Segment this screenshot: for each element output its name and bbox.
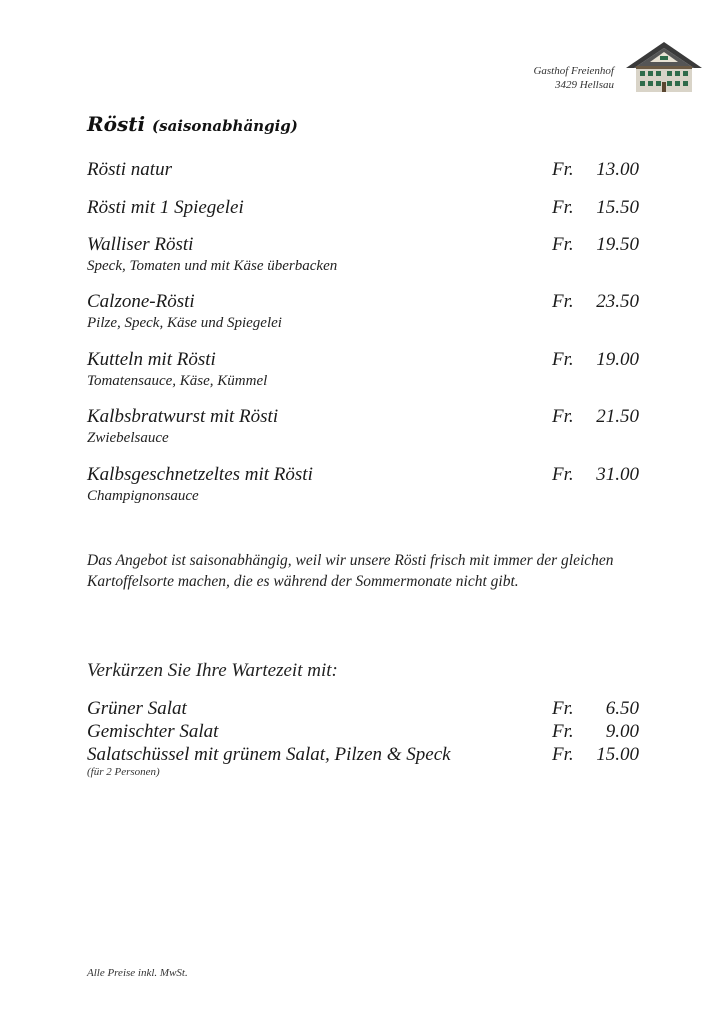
item-price: 15.00 [596,744,639,765]
currency-label: Fr. [552,698,574,719]
currency-label: Fr. [552,234,574,255]
item-description: Champignonsauce [87,488,199,504]
item-description: Speck, Tomaten und mit Käse überbacken [87,258,338,274]
item-description: Zwiebelsauce [87,430,169,446]
menu-item [87,406,639,448]
currency-label: Fr. [552,291,574,312]
item-price: 19.50 [596,234,639,255]
section-title-text: Rösti [87,112,146,136]
currency-label: Fr. [552,159,574,180]
farmhouse-icon [624,40,704,94]
restaurant-name: Gasthof Freienhof [533,65,614,77]
menu-item [87,291,639,333]
section-subtitle: (saisonabhängig) [152,117,298,135]
section-title [87,112,298,136]
item-name: Salatschüssel mit grünem Salat, Pilzen & Speck [87,744,451,765]
item-price: 15.50 [596,197,639,218]
item-name: Kalbsgeschnetzeltes mit Rösti [87,464,313,485]
item-price: 19.00 [596,349,639,370]
currency-label: Fr. [552,744,574,765]
restaurant-header [533,64,614,92]
menu-item [87,234,639,276]
menu-item [87,349,639,391]
currency-label: Fr. [552,349,574,370]
menu-item [87,464,639,506]
salad-item [87,698,639,720]
waiting-heading: Verkürzen Sie Ihre Wartezeit mit: [87,660,338,681]
currency-label: Fr. [552,406,574,427]
item-name: Calzone-Rösti [87,291,195,312]
restaurant-address: 3429 Hellsau [555,79,614,91]
seasonal-note: Das Angebot ist saisonabhängig, weil wir unsere Rösti frisch mit immer der gleichen Kartoffelsorte machen, die es während der Sommermonate nicht gibt. [87,552,614,590]
item-name: Kutteln mit Rösti [87,349,216,370]
item-price: 21.50 [596,406,639,427]
item-price: 9.00 [605,721,639,742]
salad-item [87,744,639,779]
menu-item [87,197,639,219]
item-price: 6.50 [605,698,639,719]
item-name: Grüner Salat [87,698,187,719]
item-price: 13.00 [596,159,639,180]
item-description: Tomatensauce, Käse, Kümmel [87,373,268,389]
item-name: Kalbsbratwurst mit Rösti [87,406,279,427]
currency-label: Fr. [552,197,574,218]
vat-footer: Alle Preise inkl. MwSt. [87,967,188,979]
item-note: (für 2 Personen) [87,766,160,778]
menu-item [87,159,639,181]
item-name: Rösti natur [87,159,172,180]
currency-label: Fr. [552,464,574,485]
salad-item [87,721,639,743]
item-price: 23.50 [596,291,639,312]
currency-label: Fr. [552,721,574,742]
item-name: Walliser Rösti [87,234,194,255]
item-name: Rösti mit 1 Spiegelei [87,197,244,218]
item-price: 31.00 [596,464,639,485]
item-name: Gemischter Salat [87,721,219,742]
item-description: Pilze, Speck, Käse und Spiegelei [87,315,282,331]
